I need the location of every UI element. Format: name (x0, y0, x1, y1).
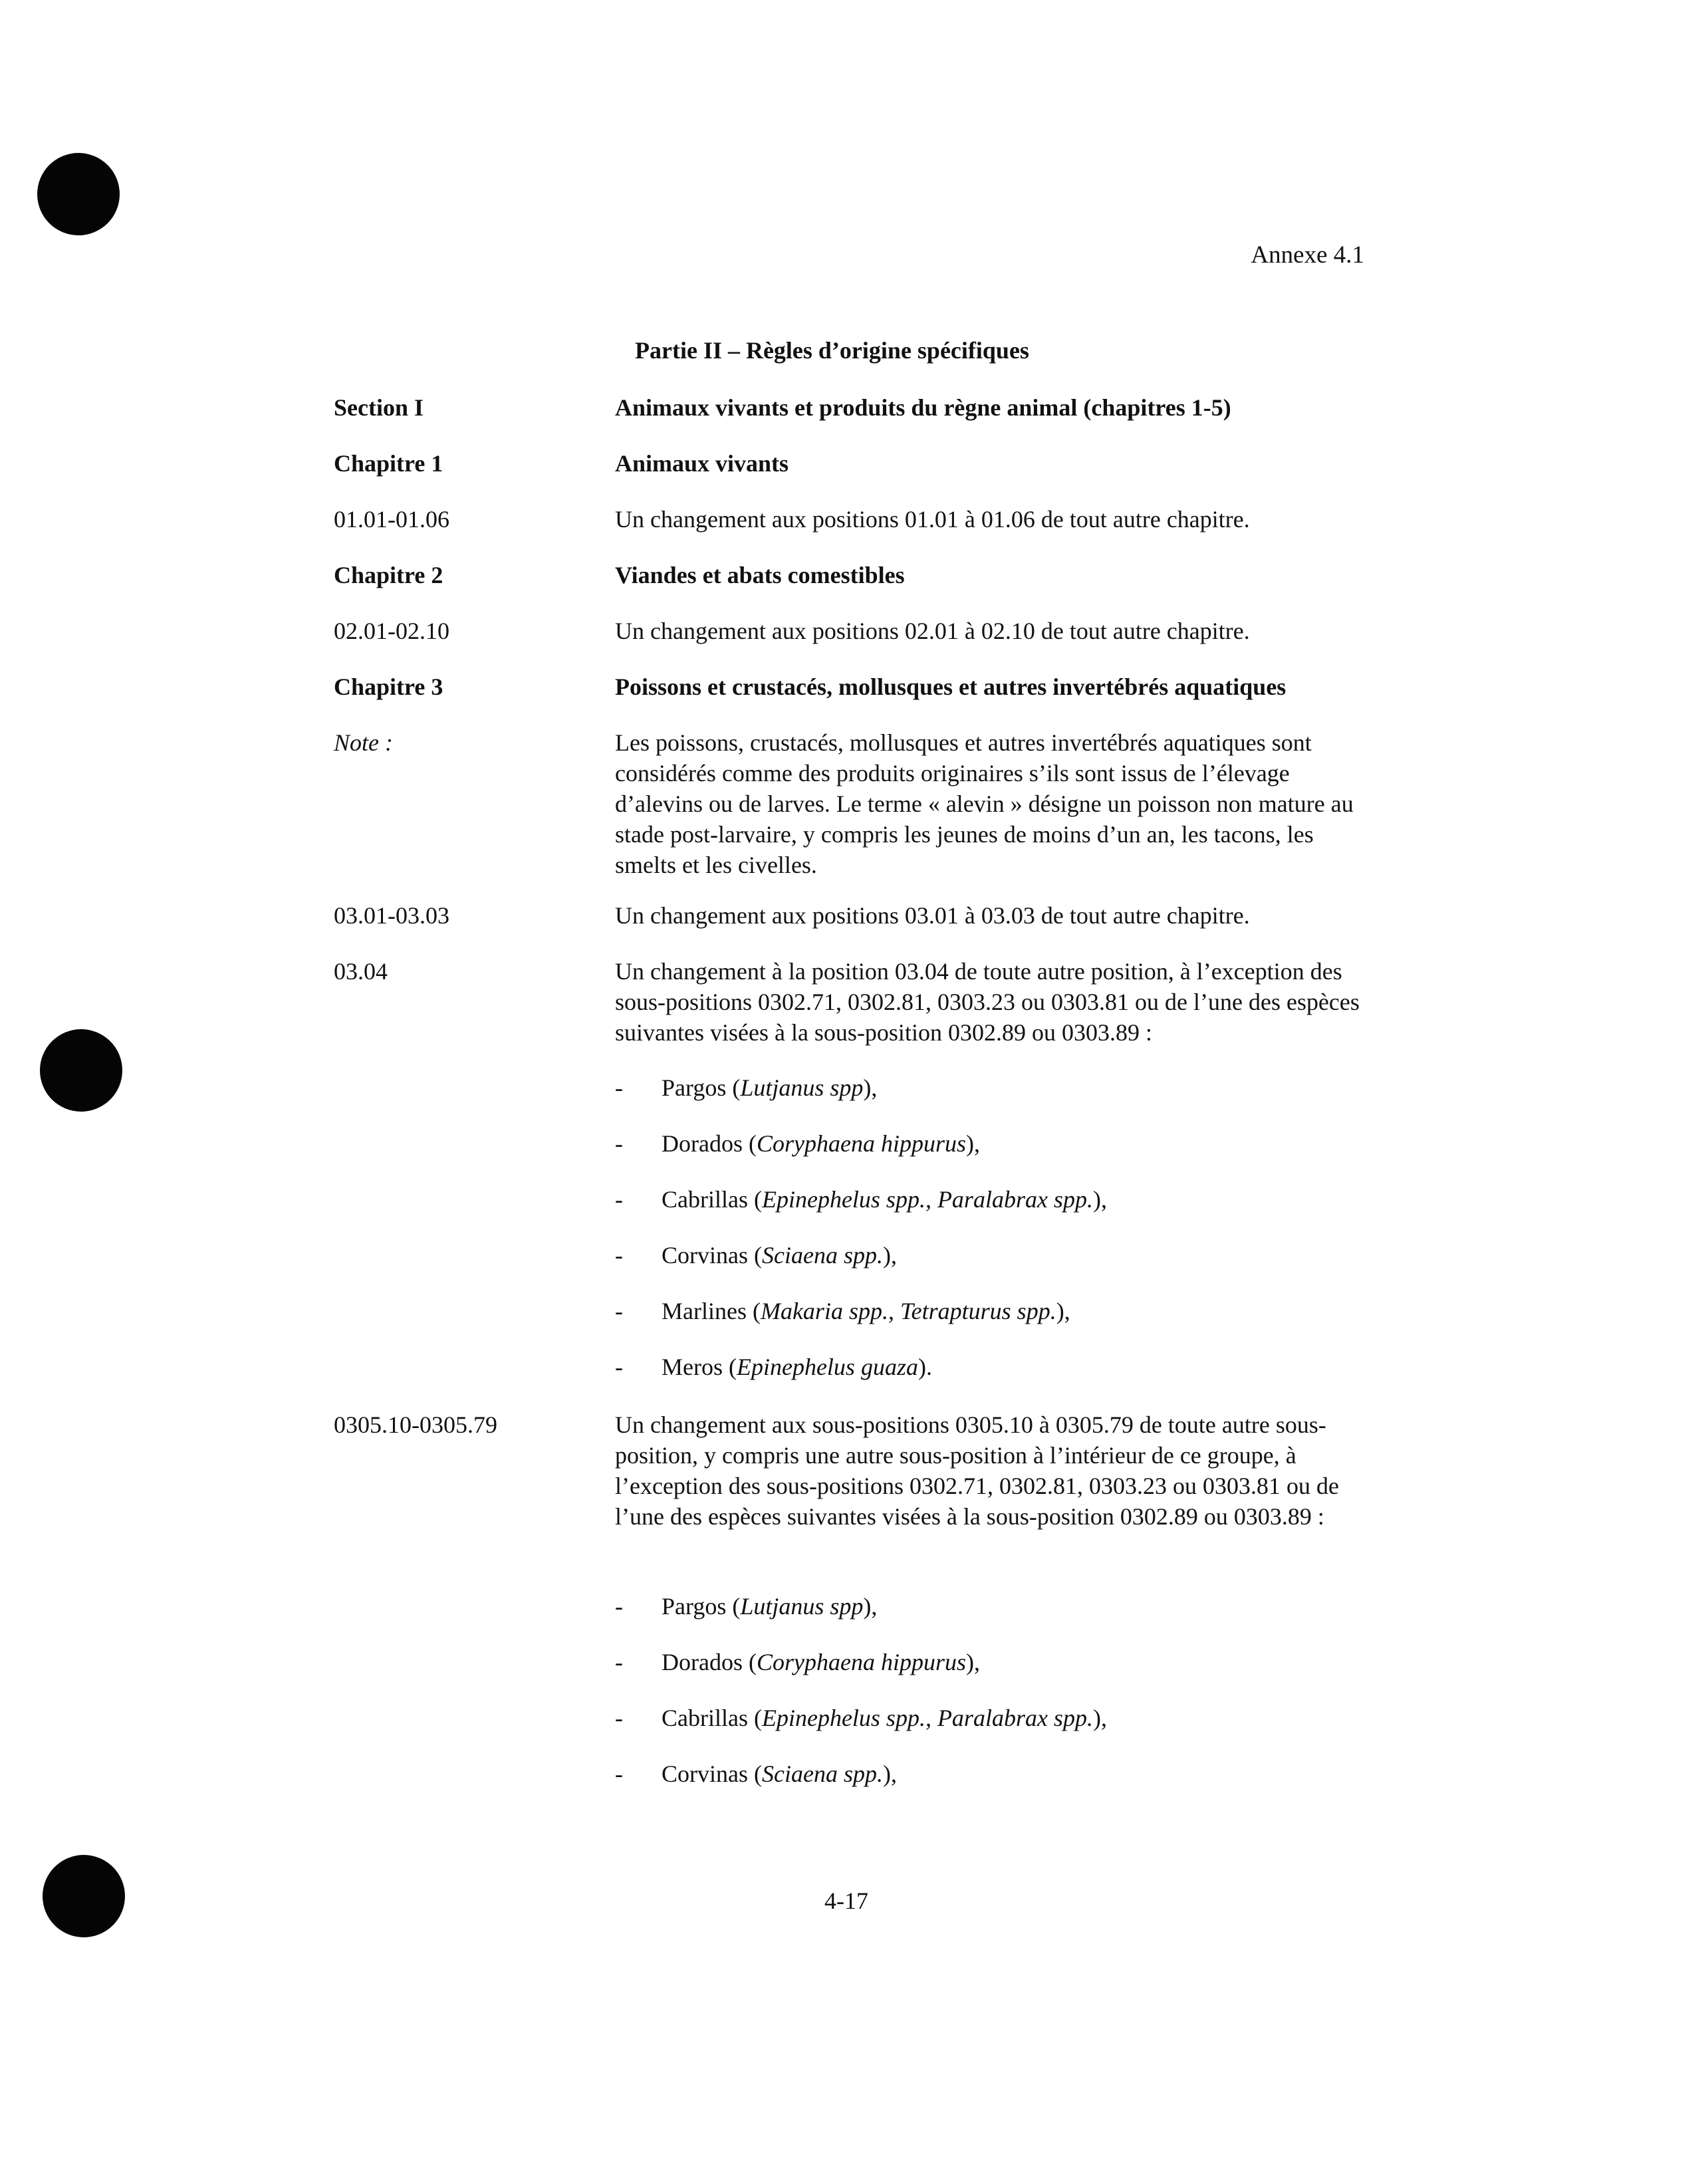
dash: - (615, 1242, 623, 1269)
binder-hole-middle (40, 1029, 122, 1112)
dash: - (615, 1649, 623, 1675)
row-label: 01.01-01.06 (334, 506, 449, 533)
row-text: Un changement aux positions 01.01 à 01.06 de tout autre chapitre. (615, 506, 1250, 533)
part-title: Partie II – Règles d’origine spécifiques (635, 337, 1029, 364)
dash: - (615, 1130, 623, 1157)
species-latin: Epinephelus guaza (736, 1354, 918, 1380)
species-name: Pargos ( (662, 1593, 741, 1620)
species-tail: ). (917, 1354, 932, 1380)
species-tail: ), (863, 1593, 878, 1620)
species-name: Corvinas ( (662, 1760, 762, 1787)
row-text: Poissons et crustacés, mollusques et autres invertébrés aquatiques (615, 673, 1286, 700)
row-label: 02.01-02.10 (334, 618, 449, 644)
species-tail: ), (965, 1649, 980, 1675)
row-label: Chapitre 2 (334, 562, 443, 588)
species-name: Marlines ( (662, 1298, 761, 1324)
dash: - (615, 1354, 623, 1380)
dash: - (615, 1593, 623, 1620)
species-name: Meros ( (662, 1354, 737, 1380)
binder-hole-bottom (43, 1855, 125, 1937)
row-text: Animaux vivants (615, 450, 789, 477)
row-label: 03.04 (334, 958, 388, 985)
row-label: 0305.10-0305.79 (334, 1411, 497, 1438)
row-label: Chapitre 3 (334, 673, 443, 700)
species-latin: Coryphaena hippurus (756, 1649, 966, 1675)
species-latin: Lutjanus spp (740, 1593, 864, 1620)
row-label: Section I (334, 394, 424, 421)
species-tail: ), (882, 1242, 897, 1269)
binder-hole-top (37, 153, 120, 235)
species-latin: Epinephelus spp., Paralabrax spp. (761, 1186, 1093, 1213)
species-name: Cabrillas ( (662, 1186, 762, 1213)
dash: - (615, 1760, 623, 1787)
row-text: Viandes et abats comestibles (615, 562, 905, 588)
species-name: Dorados ( (662, 1130, 757, 1157)
species-latin: Sciaena spp. (761, 1242, 883, 1269)
row-text: Un changement aux positions 03.01 à 03.03 de tout autre chapitre. (615, 902, 1250, 929)
row-text: Un changement à la position 03.04 de toute autre position, à l’exception des sous-positions 0302.71, 0302.81, 0303.23 ou 0303.81 ou de l’une des espèces suivantes visées à la sous-position 0302.89 ou 0303.89 : (615, 958, 1360, 1046)
species-latin: Coryphaena hippurus (756, 1130, 966, 1157)
species-latin: Sciaena spp. (761, 1760, 883, 1787)
species-latin: Makaria spp., Tetrapturus spp. (760, 1298, 1056, 1324)
species-tail: ), (1092, 1186, 1107, 1213)
row-text: Animaux vivants et produits du règne animal (chapitres 1-5) (615, 394, 1231, 421)
row-label: Chapitre 1 (334, 450, 443, 477)
page-number: 4-17 (824, 1887, 868, 1914)
species-tail: ), (863, 1074, 878, 1101)
row-text: Les poissons, crustacés, mollusques et autres invertébrés aquatiques sont considérés comme des produits originaires s’ils sont issus de l’élevage d’alevins ou de larves. Le terme « alevin » désigne un poisson non mature au stade post-larvaire, y compris les jeunes de moins d’un an, les tacons, les smelts et les civelles. (615, 729, 1354, 878)
species-tail: ), (1056, 1298, 1070, 1324)
annex-label: Annexe 4.1 (1251, 241, 1364, 269)
species-name: Corvinas ( (662, 1242, 762, 1269)
species-tail: ), (1092, 1705, 1107, 1731)
species-tail: ), (882, 1760, 897, 1787)
dash: - (615, 1186, 623, 1213)
row-text: Un changement aux positions 02.01 à 02.10 de tout autre chapitre. (615, 618, 1250, 644)
dash: - (615, 1298, 623, 1324)
row-label: Note : (334, 729, 393, 756)
species-name: Cabrillas ( (662, 1705, 762, 1731)
dash: - (615, 1705, 623, 1731)
row-label: 03.01-03.03 (334, 902, 449, 929)
species-name: Dorados ( (662, 1649, 757, 1675)
species-name: Pargos ( (662, 1074, 741, 1101)
species-tail: ), (965, 1130, 980, 1157)
species-latin: Epinephelus spp., Paralabrax spp. (761, 1705, 1093, 1731)
row-text: Un changement aux sous-positions 0305.10 à 0305.79 de toute autre sous-position, y compris une autre sous-position à l’intérieur de ce groupe, à l’exception des sous-positions 0302.71, 0302.81, 0303.23 ou 0303.81 ou de l’une des espèces suivantes visées à la sous-position 0302.89 ou 0303.89 : (615, 1411, 1339, 1530)
species-latin: Lutjanus spp (740, 1074, 864, 1101)
dash: - (615, 1074, 623, 1101)
